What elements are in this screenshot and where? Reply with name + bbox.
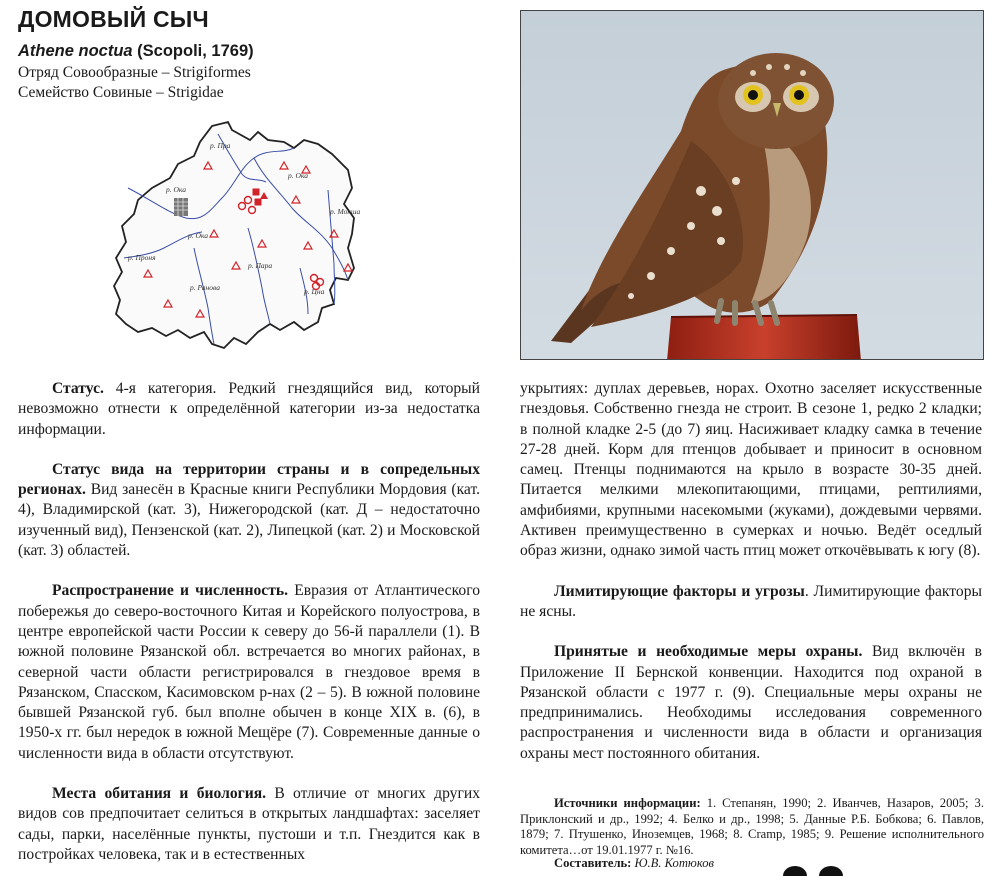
river-label: р. Проня [128,253,156,262]
right-column [520,379,982,764]
status-paragraph: Статус. 4-я категория. Редкий гнездящийся вид, который невозможно отнести к определённой категории из-за недостатка информации. [18,380,480,438]
latin-author: (Scopoli, 1769) [132,42,254,60]
compiler-line: Составитель: Ю.В. Котюков [554,856,714,870]
sources-heading: Источники информации: [554,796,701,810]
river-label: р. Мокша [330,207,361,216]
distribution-map [108,118,370,360]
river-label: р. Цна [304,287,325,296]
river-label: р. Ока [288,171,308,180]
city-ryazan-marker [174,198,188,216]
sources [520,796,984,858]
record-marker [253,189,260,196]
sources-text: 1. Степанян, 1990; 2. Иванчев, Назаров, 2005; 3. Приклонский и др., 1992; 4. Белко и др., 1998; 5. Данные Р.Б. Бобкова; 6. Павлов, 1879; 7. Птушенко, Иноземцев, 1968; 8. Cramp, 1985; 9. Решение исполнительного комитета…от 19.01.1977 г. №16. [520,796,984,857]
protection-paragraph: Принятые и необходимые меры охраны. Вид включён в Приложение II Бернской конвенции. Находится под охраной в Рязанской области с 1977 г. (9). Специальные меры охраны не предпринимались. Необходимы исследования современного распространения и численности вида в области и организация охраны мест постоянного обитания. [520,643,982,762]
threats-paragraph: Лимитирующие факторы и угрозы. Лимитирующие факторы не ясны. [520,582,982,620]
latin-name: Athene noctua [18,42,133,60]
page-title: ДОМОВЫЙ СЫЧ [18,6,209,32]
river-label: р. Ока [188,231,208,240]
owl-photo [520,10,984,360]
record-marker [255,199,262,206]
left-column [18,379,480,865]
regional-status-paragraph: Статус вида на территории страны и в сопредельных регионах. Вид занесён в Красные книги Республики Мордовия (кат. 4), Владимирской (кат. 3), Нижегородской (кат. Д – недостаточно изученный вид), Пензенской (кат. 2), Липецкой (кат. 2) и Московской (кат. 3) областей. [18,460,480,560]
family-line: Семейство Совиные – Strigidae [18,84,224,101]
region-border [114,122,354,348]
wooden-post [667,315,861,360]
river-label: р. Пара [248,261,273,270]
page-corner-mark [783,864,845,876]
distribution-paragraph: Распространение и численность. Евразия от Атлантического побережья до северо-восточного Китая и Корейского полуострова, в центре европейской части России к северу до 56-й параллели (1). В южной половине Рязанской обл. встречается во многих районах, в северной части области регистрировался в гнездовое время в Рязанском, Спасском, Касимовском р-нах (2 – 5). В южной половине бывшей Рязанской губ. был вполне обычен в конце XIX в. (6), в 1950-х гг. был нередок в южной Мещёре (7). Современные данные о численности вида в области отсутствуют. [18,582,480,762]
river-label: р. Ранова [190,283,220,292]
habitat-paragraph: Места обитания и биология. В отличие от многих других видов сов предпочитает селиться в открытых ландшафтах: заселяет сады, парки, населённые пункты, пустоши и т.п. Гнездится как в постройках человека, так и в естественных [18,785,480,863]
order-line: Отряд Совообразные – Strigiformes [18,64,251,81]
owl-illustration [521,11,984,360]
river-label: р. Пра [210,141,231,150]
habitat-continuation: укрытиях: дуплах деревьев, норах. Охотно заселяет искусственные гнездовья. Собственно гнезда не строит. В сезоне 1, редко 2 кладки; в полной кладке 2-5 (до 7) яиц. Насиживает кладку самка в течение 27-28 дней. Корм для птенцов добывает и приносит в основном самец. Птенцы поднимаются на крыло в возрасте 30-35 дней. Питается мелкими млекопитающими, птицами, рептилиями, амфибиями, крупными насекомыми (жуками), дождевыми червями. Активен преимущественно в сумерках и ночью. Ведёт оседлый образ жизни, однако зимой часть птиц может откочёвывать к югу (8). [520,380,982,560]
latin-name-line [18,42,254,61]
river-label: р. Ока [166,185,186,194]
